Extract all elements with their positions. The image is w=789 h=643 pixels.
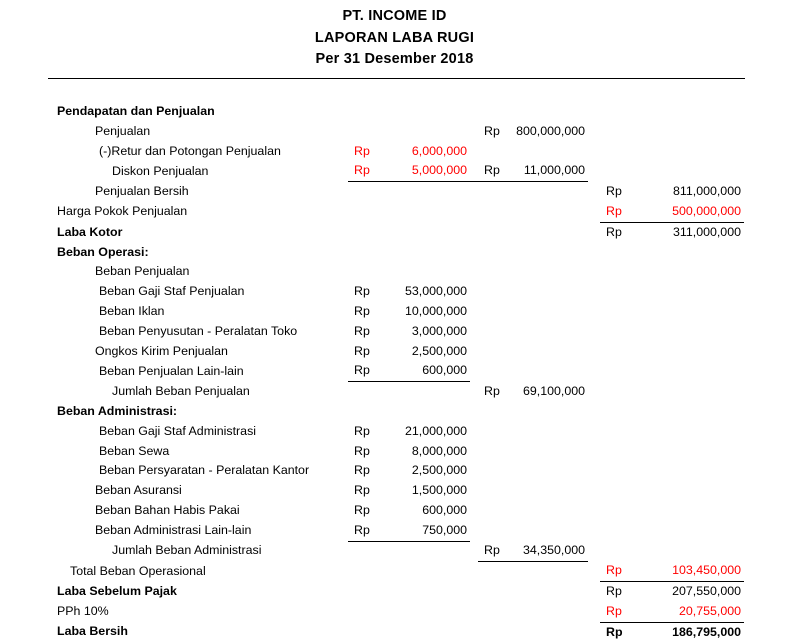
table-row bbox=[0, 282, 789, 302]
row-currency-3: Rp bbox=[606, 224, 622, 239]
row-value-1 bbox=[378, 262, 470, 282]
row-value-3: 207,550,000 bbox=[672, 584, 741, 599]
row-value-2 bbox=[508, 142, 588, 162]
row-value-2 bbox=[508, 243, 588, 263]
row-currency-3 bbox=[600, 541, 632, 561]
row-currency-3: Rp bbox=[606, 624, 623, 639]
row-currency-1 bbox=[348, 602, 378, 622]
row-label: Jumlah Beban Administrasi bbox=[112, 543, 262, 558]
row-currency-3 bbox=[600, 122, 632, 142]
row-currency-2 bbox=[478, 461, 508, 481]
row-value-3 bbox=[632, 122, 744, 142]
row-value-3 bbox=[632, 361, 744, 381]
row-currency-3 bbox=[600, 282, 632, 302]
row-currency-2: Rp bbox=[484, 123, 500, 138]
table-row bbox=[0, 222, 789, 242]
row-label: Beban Administrasi: bbox=[57, 403, 178, 418]
row-value-2: 34,350,000 bbox=[508, 541, 588, 561]
row-currency-3 bbox=[600, 161, 632, 181]
row-label: Harga Pokok Penjualan bbox=[57, 204, 188, 219]
row-value-1: 10,000,000 bbox=[404, 303, 467, 318]
row-value-2 bbox=[508, 461, 588, 481]
row-value-3 bbox=[632, 322, 744, 342]
row-currency-1 bbox=[348, 382, 378, 402]
row-value-1: 2,500,000 bbox=[411, 343, 467, 358]
table-row bbox=[0, 561, 789, 581]
row-currency-1: Rp bbox=[354, 343, 370, 358]
row-label: Beban Operasi: bbox=[57, 244, 149, 259]
table-row bbox=[0, 461, 789, 481]
row-label: Beban Penjualan bbox=[95, 264, 190, 279]
row-value-1 bbox=[378, 622, 470, 642]
row-label: Penjualan bbox=[95, 123, 151, 138]
row-currency-2 bbox=[478, 302, 508, 322]
row-currency-2 bbox=[478, 342, 508, 362]
row-currency-3: Rp bbox=[600, 561, 632, 581]
row-currency-3: Rp bbox=[606, 183, 622, 198]
row-value-1: 53,000,000 bbox=[404, 284, 467, 299]
row-value-3 bbox=[632, 461, 744, 481]
row-value-3 bbox=[632, 142, 744, 162]
table-row bbox=[0, 521, 789, 541]
row-value-3 bbox=[632, 422, 744, 442]
row-currency-3 bbox=[600, 501, 632, 521]
table-row bbox=[0, 322, 789, 342]
row-currency-3 bbox=[600, 402, 632, 422]
table-row bbox=[0, 182, 789, 202]
row-label: Beban Asuransi bbox=[95, 483, 182, 498]
row-currency-3: Rp bbox=[600, 202, 632, 222]
row-currency-1: Rp bbox=[354, 284, 370, 299]
row-currency-3: Rp bbox=[600, 602, 632, 622]
row-currency-3 bbox=[600, 102, 632, 122]
row-value-2 bbox=[508, 262, 588, 282]
row-currency-2 bbox=[478, 243, 508, 263]
row-value-3 bbox=[632, 302, 744, 322]
row-value-1 bbox=[378, 102, 470, 122]
row-currency-3 bbox=[600, 361, 632, 381]
table-row bbox=[0, 161, 789, 181]
row-label: Diskon Penjualan bbox=[112, 163, 209, 178]
row-currency-1: Rp bbox=[348, 361, 378, 381]
row-currency-3 bbox=[600, 322, 632, 342]
row-currency-2 bbox=[478, 282, 508, 302]
row-value-2 bbox=[508, 402, 588, 422]
row-currency-2 bbox=[478, 322, 508, 342]
row-currency-2 bbox=[478, 142, 508, 162]
row-value-2 bbox=[508, 182, 588, 202]
row-currency-2 bbox=[478, 402, 508, 422]
row-value-3 bbox=[632, 382, 744, 402]
company-name: PT. INCOME ID bbox=[342, 8, 447, 24]
row-value-1 bbox=[378, 402, 470, 422]
row-label: (-)Retur dan Potongan Penjualan bbox=[99, 143, 281, 158]
row-value-1 bbox=[378, 243, 470, 263]
row-currency-3 bbox=[600, 461, 632, 481]
row-currency-1 bbox=[348, 122, 378, 142]
row-value-2 bbox=[508, 582, 588, 602]
table-row bbox=[0, 382, 789, 402]
row-value-2 bbox=[508, 342, 588, 362]
row-value-1 bbox=[378, 541, 470, 561]
row-label: Total Beban Operasional bbox=[70, 563, 206, 578]
row-currency-1 bbox=[348, 202, 378, 222]
row-currency-1: Rp bbox=[354, 443, 370, 458]
row-currency-3 bbox=[600, 243, 632, 263]
table-row bbox=[0, 582, 789, 602]
row-currency-2: Rp bbox=[478, 161, 508, 181]
row-value-1 bbox=[378, 222, 470, 242]
table-row bbox=[0, 501, 789, 521]
row-value-3: 186,795,000 bbox=[672, 624, 741, 639]
row-currency-1: Rp bbox=[354, 463, 370, 478]
row-currency-1: Rp bbox=[354, 423, 370, 438]
row-value-2 bbox=[508, 622, 588, 642]
row-currency-1 bbox=[348, 582, 378, 602]
row-value-2 bbox=[508, 442, 588, 462]
row-currency-1 bbox=[348, 561, 378, 581]
row-value-3: 811,000,000 bbox=[673, 183, 741, 198]
row-currency-1: Rp bbox=[348, 521, 378, 541]
row-value-3 bbox=[632, 161, 744, 181]
row-value-1 bbox=[378, 182, 470, 202]
row-currency-3 bbox=[600, 442, 632, 462]
row-currency-1 bbox=[348, 262, 378, 282]
table-spacer bbox=[0, 93, 789, 102]
row-currency-2 bbox=[478, 202, 508, 222]
row-currency-1 bbox=[348, 222, 378, 242]
row-value-2 bbox=[508, 102, 588, 122]
row-value-3 bbox=[632, 402, 744, 422]
table-row bbox=[0, 541, 789, 561]
row-value-2 bbox=[508, 282, 588, 302]
row-label: Beban Bahan Habis Pakai bbox=[95, 502, 240, 517]
row-currency-2 bbox=[478, 262, 508, 282]
row-currency-1: Rp bbox=[354, 323, 370, 338]
row-currency-3 bbox=[600, 382, 632, 402]
row-label: Beban Sewa bbox=[99, 443, 170, 458]
row-value-2 bbox=[508, 222, 588, 242]
row-currency-3 bbox=[600, 262, 632, 282]
row-value-3 bbox=[632, 282, 744, 302]
row-value-1 bbox=[378, 382, 470, 402]
row-currency-2: Rp bbox=[478, 541, 508, 561]
row-label: Jumlah Beban Penjualan bbox=[112, 383, 250, 398]
table-row bbox=[0, 302, 789, 322]
row-value-2 bbox=[508, 481, 588, 501]
row-label: Beban Penjualan Lain-lain bbox=[99, 363, 244, 378]
header-divider bbox=[48, 78, 745, 79]
table-row bbox=[0, 402, 789, 422]
row-value-1: 8,000,000 bbox=[411, 443, 467, 458]
row-currency-2 bbox=[478, 582, 508, 602]
row-label: Beban Persyaratan - Peralatan Kantor bbox=[99, 463, 310, 478]
row-value-1 bbox=[378, 122, 470, 142]
row-label: Penjualan Bersih bbox=[95, 183, 189, 198]
row-value-2 bbox=[508, 602, 588, 622]
row-label: Ongkos Kirim Penjualan bbox=[95, 343, 228, 358]
row-label: Beban Iklan bbox=[99, 303, 165, 318]
row-value-1: 600,000 bbox=[422, 502, 467, 517]
table-row bbox=[0, 122, 789, 142]
row-value-3 bbox=[632, 501, 744, 521]
row-currency-1: Rp bbox=[354, 303, 370, 318]
row-currency-3 bbox=[600, 481, 632, 501]
row-value-2 bbox=[508, 501, 588, 521]
row-currency-1 bbox=[348, 243, 378, 263]
row-currency-2 bbox=[478, 602, 508, 622]
row-value-1 bbox=[378, 602, 470, 622]
report-period: Per 31 Desember 2018 bbox=[315, 51, 474, 67]
row-value-1 bbox=[378, 202, 470, 222]
row-currency-2 bbox=[478, 481, 508, 501]
row-currency-1 bbox=[348, 541, 378, 561]
row-value-2: 11,000,000 bbox=[508, 161, 588, 181]
row-currency-2 bbox=[478, 561, 508, 581]
row-currency-2 bbox=[478, 102, 508, 122]
table-row bbox=[0, 202, 789, 222]
row-value-3 bbox=[632, 481, 744, 501]
row-value-3 bbox=[632, 521, 744, 541]
row-currency-1: Rp bbox=[348, 161, 378, 181]
table-row bbox=[0, 361, 789, 381]
row-currency-1 bbox=[348, 622, 378, 642]
row-currency-3 bbox=[600, 422, 632, 442]
table-row bbox=[0, 262, 789, 282]
row-value-1: 5,000,000 bbox=[378, 161, 470, 181]
row-currency-3: Rp bbox=[606, 584, 622, 599]
table-row bbox=[0, 142, 789, 162]
table-row bbox=[0, 342, 789, 362]
row-value-3: 103,450,000 bbox=[632, 561, 744, 581]
row-value-1 bbox=[378, 561, 470, 581]
row-value-3 bbox=[632, 541, 744, 561]
row-value-3 bbox=[632, 342, 744, 362]
table-row bbox=[0, 481, 789, 501]
table-row bbox=[0, 102, 789, 122]
row-label: Beban Administrasi Lain-lain bbox=[95, 522, 252, 537]
row-currency-2 bbox=[478, 422, 508, 442]
row-label: Beban Gaji Staf Administrasi bbox=[99, 423, 257, 438]
report-title-block bbox=[0, 0, 789, 71]
row-currency-2 bbox=[478, 442, 508, 462]
row-value-2 bbox=[508, 302, 588, 322]
report-name: LAPORAN LABA RUGI bbox=[314, 29, 475, 46]
table-row bbox=[0, 622, 789, 642]
row-value-3 bbox=[632, 442, 744, 462]
row-currency-3 bbox=[600, 302, 632, 322]
row-currency-2: Rp bbox=[484, 383, 500, 398]
row-currency-1: Rp bbox=[354, 483, 370, 498]
row-currency-1: Rp bbox=[354, 143, 370, 158]
row-value-1: 21,000,000 bbox=[404, 423, 467, 438]
row-value-1: 1,500,000 bbox=[411, 483, 467, 498]
row-currency-1 bbox=[348, 102, 378, 122]
table-row bbox=[0, 442, 789, 462]
row-label: Beban Gaji Staf Penjualan bbox=[99, 284, 245, 299]
row-label: Beban Penyusutan - Peralatan Toko bbox=[99, 323, 298, 338]
row-currency-3 bbox=[600, 342, 632, 362]
row-value-1: 750,000 bbox=[378, 521, 470, 541]
row-value-2 bbox=[508, 322, 588, 342]
row-currency-2 bbox=[478, 182, 508, 202]
row-label: Laba Bersih bbox=[57, 624, 128, 639]
row-label: Laba Kotor bbox=[57, 224, 123, 239]
income-statement-table bbox=[0, 93, 789, 643]
row-value-1 bbox=[378, 582, 470, 602]
row-value-3 bbox=[632, 262, 744, 282]
row-currency-2 bbox=[478, 622, 508, 642]
row-value-1: 3,000,000 bbox=[411, 323, 467, 338]
row-currency-1 bbox=[348, 402, 378, 422]
row-currency-3 bbox=[600, 142, 632, 162]
row-label: Pendapatan dan Penjualan bbox=[57, 104, 215, 118]
table-row bbox=[0, 243, 789, 263]
row-value-1: 600,000 bbox=[378, 361, 470, 381]
row-currency-2 bbox=[478, 501, 508, 521]
row-label: PPh 10% bbox=[57, 604, 109, 619]
row-value-3: 20,755,000 bbox=[632, 602, 744, 622]
row-currency-2 bbox=[478, 361, 508, 381]
row-currency-3 bbox=[600, 521, 632, 541]
row-currency-2 bbox=[478, 521, 508, 541]
row-value-2: 800,000,000 bbox=[516, 123, 585, 138]
row-value-3: 500,000,000 bbox=[632, 202, 744, 222]
row-value-3 bbox=[632, 102, 744, 122]
table-row bbox=[0, 602, 789, 622]
row-value-1: 6,000,000 bbox=[411, 143, 467, 158]
table-row bbox=[0, 422, 789, 442]
row-value-3 bbox=[632, 243, 744, 263]
row-value-2 bbox=[508, 521, 588, 541]
row-value-2 bbox=[508, 561, 588, 581]
row-value-2: 69,100,000 bbox=[522, 383, 585, 398]
row-value-1: 2,500,000 bbox=[411, 463, 467, 478]
row-value-2 bbox=[508, 202, 588, 222]
row-currency-1: Rp bbox=[354, 502, 370, 517]
row-value-3: 311,000,000 bbox=[673, 224, 741, 239]
row-value-2 bbox=[508, 422, 588, 442]
row-currency-1 bbox=[348, 182, 378, 202]
row-label: Laba Sebelum Pajak bbox=[57, 583, 177, 598]
row-currency-2 bbox=[478, 222, 508, 242]
row-value-2 bbox=[508, 361, 588, 381]
